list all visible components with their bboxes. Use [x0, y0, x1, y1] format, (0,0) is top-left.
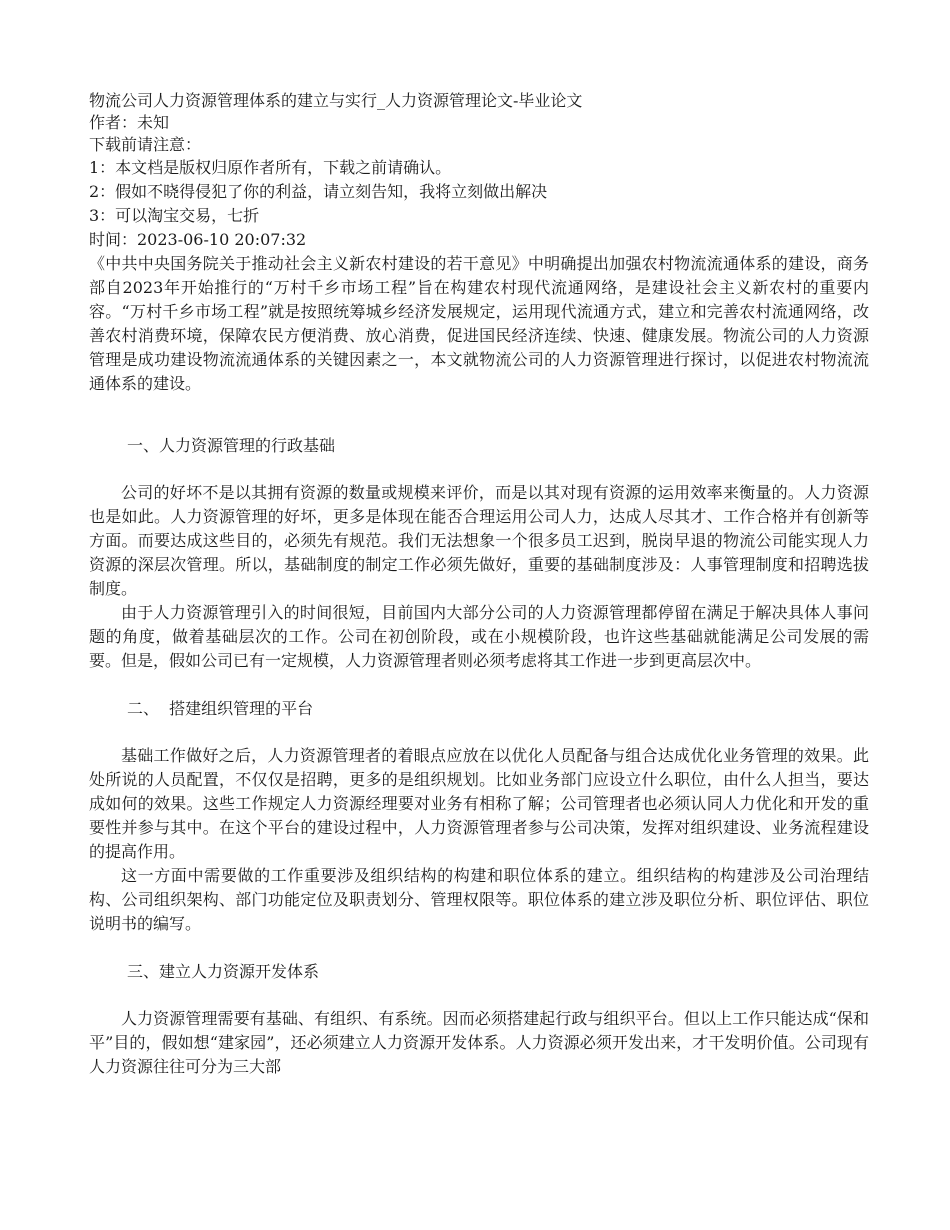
- notice-heading: 下载前请注意：: [89, 135, 202, 154]
- spacer: [89, 673, 869, 697]
- intro-paragraph: 《中共中央国务院关于推动社会主义新农村建设的若干意见》中明确提出加强农村物流流通体系的建设，商务部自2023年开始推行的“万村千乡市场工程”旨在构建农村现代流通网络，是建设社会主义新农村的重要内容。“万村千乡市场工程”就是按照统筹城乡经济发展规定，运用现代流通方式，建立和完善农村流通网络，改善农村消费环境，保障农民方便消费、放心消费，促进国民经济连续、快速、健康发展。物流公司的人力资源管理是成功建设物流流通体系的关键因素之一，本文就物流公司的人力资源管理进行探讨，以促进农村物流流通体系的建设。: [89, 254, 869, 393]
- section-heading-3: 三、建立人力资源开发体系: [127, 962, 320, 981]
- author-line: 作者：未知: [89, 113, 170, 132]
- document-title: 物流公司人力资源管理体系的建立与实行_人力资源管理论文-毕业论文: [89, 91, 583, 110]
- spacer: [89, 721, 869, 744]
- spacer: [89, 984, 869, 1007]
- section-1-paragraph-2: 由于人力资源管理引入的时间很短，目前国内大部分公司的人力资源管理都停留在满足于解决具体人事问题的角度，做着基础层次的工作。公司在初创阶段，或在小规模阶段，也许这些基础就能满足公司发展的需要。但是，假如公司已有一定规模，人力资源管理者则必须考虑将其工作进一步到更高层次中。: [89, 603, 869, 670]
- section-3-paragraph-1: 人力资源管理需要有基础、有组织、有系统。因而必须搭建起行政与组织平台。但以上工作只能达成“保和平”目的，假如想“建家园”，还必须建立人力资源开发体系。人力资源必须开发出来，才干发明价值。公司现有人力资源往往可分为三大部: [89, 1009, 869, 1076]
- section-2-paragraph-2: 这一方面中需要做的工作重要涉及组织结构的构建和职位体系的建立。组织结构的构建涉及公司治理结构、公司组织架构、部门功能定位及职责划分、管理权限等。职位体系的建立涉及职位分析、职位评估、职位说明书的编写。: [89, 866, 869, 933]
- spacer: [89, 936, 869, 960]
- spacer: [89, 396, 869, 434]
- notice-item: 2：假如不晓得侵犯了你的利益，请立刻告知，我将立刻做出解决: [89, 182, 548, 201]
- time-line: 时间：2023-06-10 20:07:32: [89, 230, 307, 249]
- notice-item: 3：可以淘宝交易，七折: [89, 206, 260, 225]
- document-page: [89, 90, 869, 1079]
- notice-item: 1：本文档是版权归原作者所有，下载之前请确认。: [89, 158, 452, 177]
- section-heading-2: 二、 搭建组织管理的平台: [127, 699, 314, 718]
- section-1-paragraph-1: 公司的好坏不是以其拥有资源的数量或规模来评价，而是以其对现有资源的运用效率来衡量的。人力资源也是如此。人力资源管理的好坏，更多是体现在能否合理运用公司人力，达成人尽其才、工作合格并有创新等方面。而要达成这些目的，必须先有规范。我们无法想象一个很多员工迟到，脱岗早退的物流公司能实现人力资源的深层次管理。所以，基础制度的制定工作必须先做好，重要的基础制度涉及：人事管理制度和招聘选拔制度。: [89, 483, 869, 598]
- spacer: [89, 458, 869, 481]
- section-2-paragraph-1: 基础工作做好之后，人力资源管理者的着眼点应放在以优化人员配备与组合达成优化业务管理的效果。此处所说的人员配置，不仅仅是招聘，更多的是组织规划。比如业务部门应设立什么职位，由什么人担当，要达成如何的效果。这些工作规定人力资源经理要对业务有相称了解；公司管理者也必须认同人力优化和开发的重要性并参与其中。在这个平台的建设过程中，人力资源管理者参与公司决策，发挥对组织建设、业务流程建设的提高作用。: [89, 746, 869, 861]
- section-heading-1: 一、人力资源管理的行政基础: [127, 436, 336, 455]
